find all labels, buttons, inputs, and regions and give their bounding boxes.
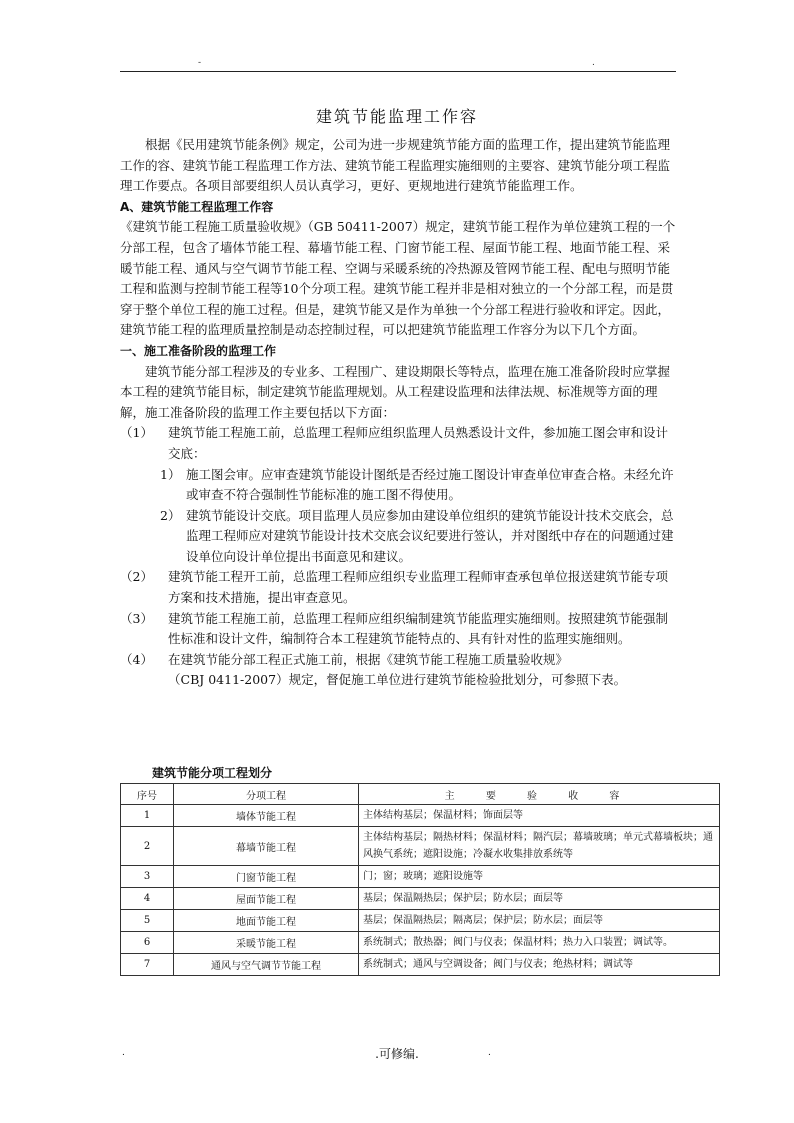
page-title: 建筑节能监理工作容 bbox=[315, 107, 478, 126]
header-cell-subproject: 分项工程 bbox=[174, 784, 359, 805]
sub-list-item-number: 2） bbox=[160, 507, 181, 523]
list-item-continuation: （CBJ 0411-2007）规定，督促施工单位进行建筑节能检验批划分，可参照下表。 bbox=[168, 672, 627, 688]
division-table bbox=[120, 783, 720, 976]
header-cell-number: 序号 bbox=[121, 784, 174, 805]
cell-number: 6 bbox=[121, 932, 174, 954]
table-title: 建筑节能分项工程划分 bbox=[152, 766, 273, 780]
list-item-number: （4） bbox=[120, 651, 153, 667]
list-item bbox=[120, 567, 676, 608]
table-row bbox=[121, 805, 720, 827]
cell-number: 2 bbox=[121, 827, 174, 866]
cell-subproject: 屋面节能工程 bbox=[174, 888, 359, 910]
sub-list-item-text: 建筑节能设计交底。项目监理人员应参加由建设单位组织的建筑节能设计技术交底会，总监理工程师应对建筑节能设计技术交底会议纪要进行签认，并对图纸中存在的问题通过建设单位向设计单位提出书面意见和建议。 bbox=[186, 507, 674, 564]
table-row bbox=[121, 932, 720, 954]
list-item-number: （2） bbox=[120, 569, 153, 585]
sub-list-item bbox=[120, 506, 676, 568]
header-mark-right: . bbox=[592, 58, 595, 68]
table-row bbox=[121, 866, 720, 888]
cell-content: 系统制式；散热器；阀门与仪表；保温材料；热力入口装置；调试等。 bbox=[359, 932, 720, 954]
table-row bbox=[121, 827, 720, 866]
cell-subproject: 门窗节能工程 bbox=[174, 866, 359, 888]
list-item bbox=[120, 423, 676, 464]
list-item-text: 建筑节能工程施工前，总监理工程师应组织监理人员熟悉设计文件，参加施工图会审和设计交底： bbox=[168, 425, 669, 461]
cell-number: 7 bbox=[121, 954, 174, 976]
document-body bbox=[120, 135, 676, 691]
footer-dot-right: . bbox=[488, 1048, 491, 1058]
header-rule bbox=[120, 71, 676, 72]
list-item bbox=[120, 609, 676, 650]
cell-number: 4 bbox=[121, 888, 174, 910]
cell-content: 系统制式；通风与空调设备；阀门与仪表；绝热材料；调试等 bbox=[359, 954, 720, 976]
list-item bbox=[120, 650, 676, 671]
section-1-paragraph: 建筑节能分部工程涉及的专业多、工程围广、建设期限长等特点，监理在施工准备阶段时应掌握本工程的建筑节能目标，制定建筑节能监理规划。从工程建设监理和法律法规、标准规等方面的理解，施工准备阶段的监理工作主要包括以下方面： bbox=[120, 363, 671, 420]
table-row bbox=[121, 888, 720, 910]
sub-list-item bbox=[120, 465, 676, 506]
cell-content: 基层；保温隔热层；隔离层；保护层；防水层；面层等 bbox=[359, 910, 720, 932]
list-item-text: 建筑节能工程开工前，总监理工程师应组织专业监理工程师审查承包单位报送建筑节能专项方案和技术措施，提出审查意见。 bbox=[168, 569, 669, 606]
cell-subproject: 通风与空气调节节能工程 bbox=[174, 954, 359, 976]
section-a-paragraph: 《建筑节能工程施工质量验收规》（GB 50411-2007）规定，建筑节能工程作为单位建筑工程的一个分部工程，包含了墙体节能工程、幕墙节能工程、门窗节能工程、屋面节能工程、地面节能工程、采暖节能工程、通风与空气调节节能工程、空调与采暖系统的冷热源及管网节能工程、配电与照明节能工程和监测与控制节能工程等10个分项工程。建筑节能工程并非是相对独立的一个分部工程，而是贯穿于整个单位工程的施工过程。但是，建筑节能又是作为单独一个分部工程进行验收和评定。因此，建筑节能工程的监理质量控制是动态控制过程，可以把建筑节能监理工作容分为以下几个方面。 bbox=[120, 219, 676, 338]
list-item-number: （1） bbox=[120, 425, 153, 441]
cell-number: 5 bbox=[121, 910, 174, 932]
cell-content: 门；窗；玻璃；遮阳设施等 bbox=[359, 866, 720, 888]
page-footer: .可修编. bbox=[375, 1047, 419, 1061]
table-row bbox=[121, 910, 720, 932]
table-header-row bbox=[121, 784, 720, 805]
cell-subproject: 采暖节能工程 bbox=[174, 932, 359, 954]
sub-list-item-text: 施工图会审。应审查建筑节能设计图纸是否经过施工图设计审查单位审查合格。未经允许或审查不符合强制性节能标准的施工图不得使用。 bbox=[186, 466, 674, 503]
list-item-text: 建筑节能工程施工前，总监理工程师应组织编制建筑节能监理实施细则。按照建筑节能强制性标准和设计文件，编制符合本工程建筑节能特点的、具有针对性的监理实施细则。 bbox=[168, 610, 669, 647]
section-1-heading: 一、施工准备阶段的监理工作 bbox=[120, 343, 277, 358]
footer-dot-left: . bbox=[122, 1048, 125, 1058]
cell-subproject: 幕墙节能工程 bbox=[174, 827, 359, 866]
section-a-heading: A、建筑节能工程监理工作容 bbox=[120, 199, 274, 214]
sub-list-item-number: 1） bbox=[160, 466, 181, 482]
list-item-text: 在建筑节能分部工程正式施工前，根据《建筑节能工程施工质量验收规》 bbox=[168, 651, 569, 667]
intro-paragraph: 根据《民用建筑节能条例》规定，公司为进一步规建筑节能方面的监理工作，提出建筑节能监理工作的容、建筑节能工程监理工作方法、建筑节能工程监理实施细则的主要容、建筑节能分项工程监理工作要点。各项目部要组织人员认真学习，更好、更规地进行建筑节能监理工作。 bbox=[120, 137, 671, 194]
header-cell-content: 主 要 验 收 容 bbox=[359, 784, 720, 805]
cell-subproject: 墙体节能工程 bbox=[174, 805, 359, 827]
cell-content: 主体结构基层；保温材料；饰面层等 bbox=[359, 805, 720, 827]
cell-content: 主体结构基层；隔热材料；保温材料；隔汽层；幕墙玻璃；单元式幕墙板块；通风换气系统；遮阳设施；冷凝水收集排放系统等 bbox=[359, 827, 720, 866]
cell-subproject: 地面节能工程 bbox=[174, 910, 359, 932]
cell-content: 基层；保温隔热层；保护层；防水层；面层等 bbox=[359, 888, 720, 910]
header-mark-left: - bbox=[198, 58, 202, 68]
table-row bbox=[121, 954, 720, 976]
cell-number: 3 bbox=[121, 866, 174, 888]
list-item-number: （3） bbox=[120, 610, 153, 626]
cell-number: 1 bbox=[121, 805, 174, 827]
